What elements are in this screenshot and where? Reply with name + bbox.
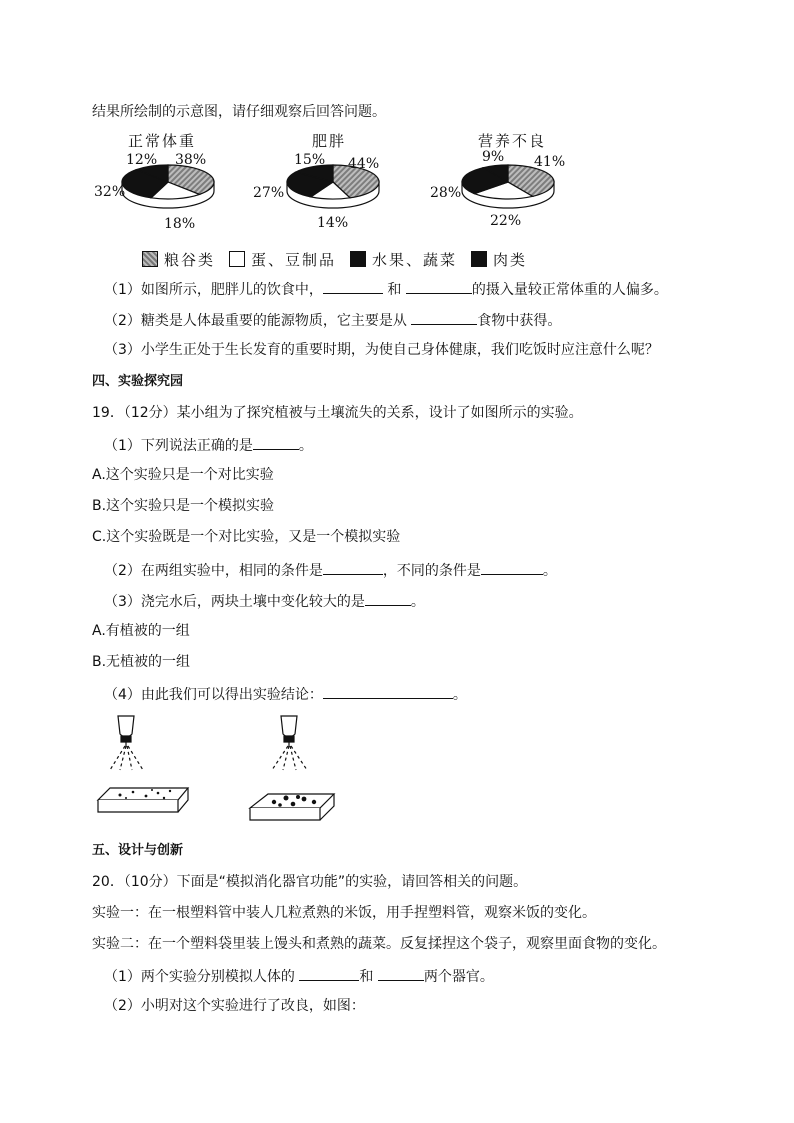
q19-part1-end: 。	[298, 438, 313, 454]
legend-label-grain: 粮谷类	[164, 250, 216, 269]
q19-blank-2[interactable]	[323, 560, 383, 575]
q18-blank-3[interactable]	[411, 310, 477, 325]
legend-item-fruit	[350, 249, 457, 270]
q19-option-b2: B.无植被的一组	[92, 654, 191, 670]
legend-item-egg	[229, 249, 336, 270]
pie-label-mal-egg: 22%	[490, 213, 522, 229]
legend-swatch-grain	[142, 251, 158, 267]
pie-label-obese-meat: 15%	[294, 152, 326, 168]
q19-part2-text-b: ，不同的条件是	[382, 563, 481, 579]
pie-legend	[142, 248, 541, 270]
q20-stem: 20．（10分）下面是“模拟消化器官功能”的实验，请回答相关的问题。	[92, 874, 528, 890]
pie-label-mal-grain: 41%	[534, 154, 566, 170]
q20-part1-text-a: （1）两个实验分别模拟人体的	[104, 969, 295, 985]
q19-stem: 19．（12分）某小组为了探究植被与土壤流失的关系，设计了如图所示的实验。	[92, 405, 583, 421]
legend-label-meat: 肉类	[493, 250, 528, 269]
soil-tray-left	[98, 788, 188, 812]
q19-blank-4[interactable]	[365, 591, 411, 606]
q20-blank-2[interactable]	[378, 966, 424, 981]
legend-item-meat	[471, 249, 527, 270]
section-5-heading: 五、设计与创新	[92, 843, 184, 858]
pie-title-normal: 正常体重	[128, 132, 197, 150]
q19-part4-text: （4）由此我们可以得出实验结论：	[104, 687, 323, 703]
q18-part1-text-b: 和	[387, 282, 402, 298]
q19-part2	[104, 560, 557, 580]
legend-item-grain	[142, 249, 215, 270]
sprinkler-left	[110, 716, 143, 770]
q18-blank-1[interactable]	[323, 279, 383, 294]
pie-label-obese-fruit: 27%	[253, 185, 285, 201]
q19-part3-end: 。	[410, 594, 425, 610]
q18-part1	[104, 279, 668, 299]
q19-blank-1[interactable]	[253, 435, 299, 450]
q18-part1-text-a: （1）如图所示，肥胖儿的饮食中，	[104, 282, 323, 298]
legend-swatch-meat	[471, 251, 487, 267]
soil-tray-right	[250, 794, 334, 820]
q18-part2-text-b: 食物中获得。	[477, 313, 562, 329]
q19-part1-text: （1）下列说法正确的是	[104, 438, 253, 454]
q19-part4-end: 。	[452, 687, 467, 703]
pie-label-mal-fruit: 28%	[430, 185, 462, 201]
q19-option-a: A.这个实验只是一个对比实验	[92, 467, 274, 483]
q20-blank-1[interactable]	[299, 966, 359, 981]
q20-experiment-1: 实验一：在一根塑料管中装人几粒煮熟的米饭，用手捏塑料管，观察米饭的变化。	[92, 905, 596, 921]
q19-option-c: C.这个实验既是一个对比实验，又是一个模拟实验	[92, 529, 401, 545]
pie-label-normal-egg: 18%	[164, 216, 196, 232]
q19-part2-text-a: （2）在两组实验中，相同的条件是	[104, 563, 323, 579]
legend-swatch-egg	[229, 251, 245, 267]
q19-part3-text: （3）浇完水后，两块土壤中变化较大的是	[104, 594, 365, 610]
q18-part2	[104, 310, 561, 330]
pie-chart-normal	[118, 160, 218, 216]
pie-label-normal-meat: 12%	[126, 152, 158, 168]
q20-part1-text-c: 两个器官。	[423, 969, 494, 985]
pie-title-malnourished: 营养不良	[478, 132, 547, 150]
q20-experiment-2: 实验二：在一个塑料袋里装上馒头和煮熟的蔬菜。反复揉捏这个袋子，观察里面食物的变化。	[92, 936, 666, 952]
legend-label-egg: 蛋、豆制品	[251, 250, 337, 269]
pie-label-obese-grain: 44%	[348, 156, 380, 172]
pie-label-obese-egg: 14%	[317, 215, 349, 231]
q18-part2-text-a: （2）糖类是人体最重要的能源物质，它主要是从	[104, 313, 407, 329]
q19-part4	[104, 684, 467, 704]
q18-part1-text-c: 的摄入量较正常体重的人偏多。	[471, 282, 668, 298]
q18-part3: （3）小学生正处于生长发育的重要时期，为使自己身体健康，我们吃饭时应注意什么呢？	[104, 342, 659, 358]
experiment-figure	[88, 712, 348, 828]
q19-blank-5[interactable]	[323, 684, 453, 699]
q19-part3	[104, 591, 425, 611]
q19-part2-text-c: 。	[542, 563, 557, 579]
sprinkler-right	[272, 716, 307, 770]
pie-label-normal-fruit: 32%	[94, 184, 126, 200]
legend-label-fruit: 水果、蔬菜	[372, 250, 458, 269]
pie-label-mal-meat: 9%	[482, 149, 505, 165]
q18-blank-2[interactable]	[406, 279, 472, 294]
section-4-heading: 四、实验探究园	[92, 374, 184, 389]
legend-swatch-fruit	[350, 251, 366, 267]
q19-part1	[104, 435, 313, 455]
q19-option-b: B.这个实验只是一个模拟实验	[92, 498, 275, 514]
q20-part1-text-b: 和	[359, 969, 374, 985]
q19-blank-3[interactable]	[481, 560, 543, 575]
pie-title-obese: 肥胖	[312, 132, 347, 150]
q19-option-a2: A.有植被的一组	[92, 623, 190, 639]
q20-part1	[104, 966, 494, 986]
pie-label-normal-grain: 38%	[175, 152, 207, 168]
intro-text: 结果所绘制的示意图，请仔细观察后回答问题。	[92, 104, 386, 120]
q20-part2: （2）小明对这个实验进行了改良，如图：	[104, 998, 365, 1014]
